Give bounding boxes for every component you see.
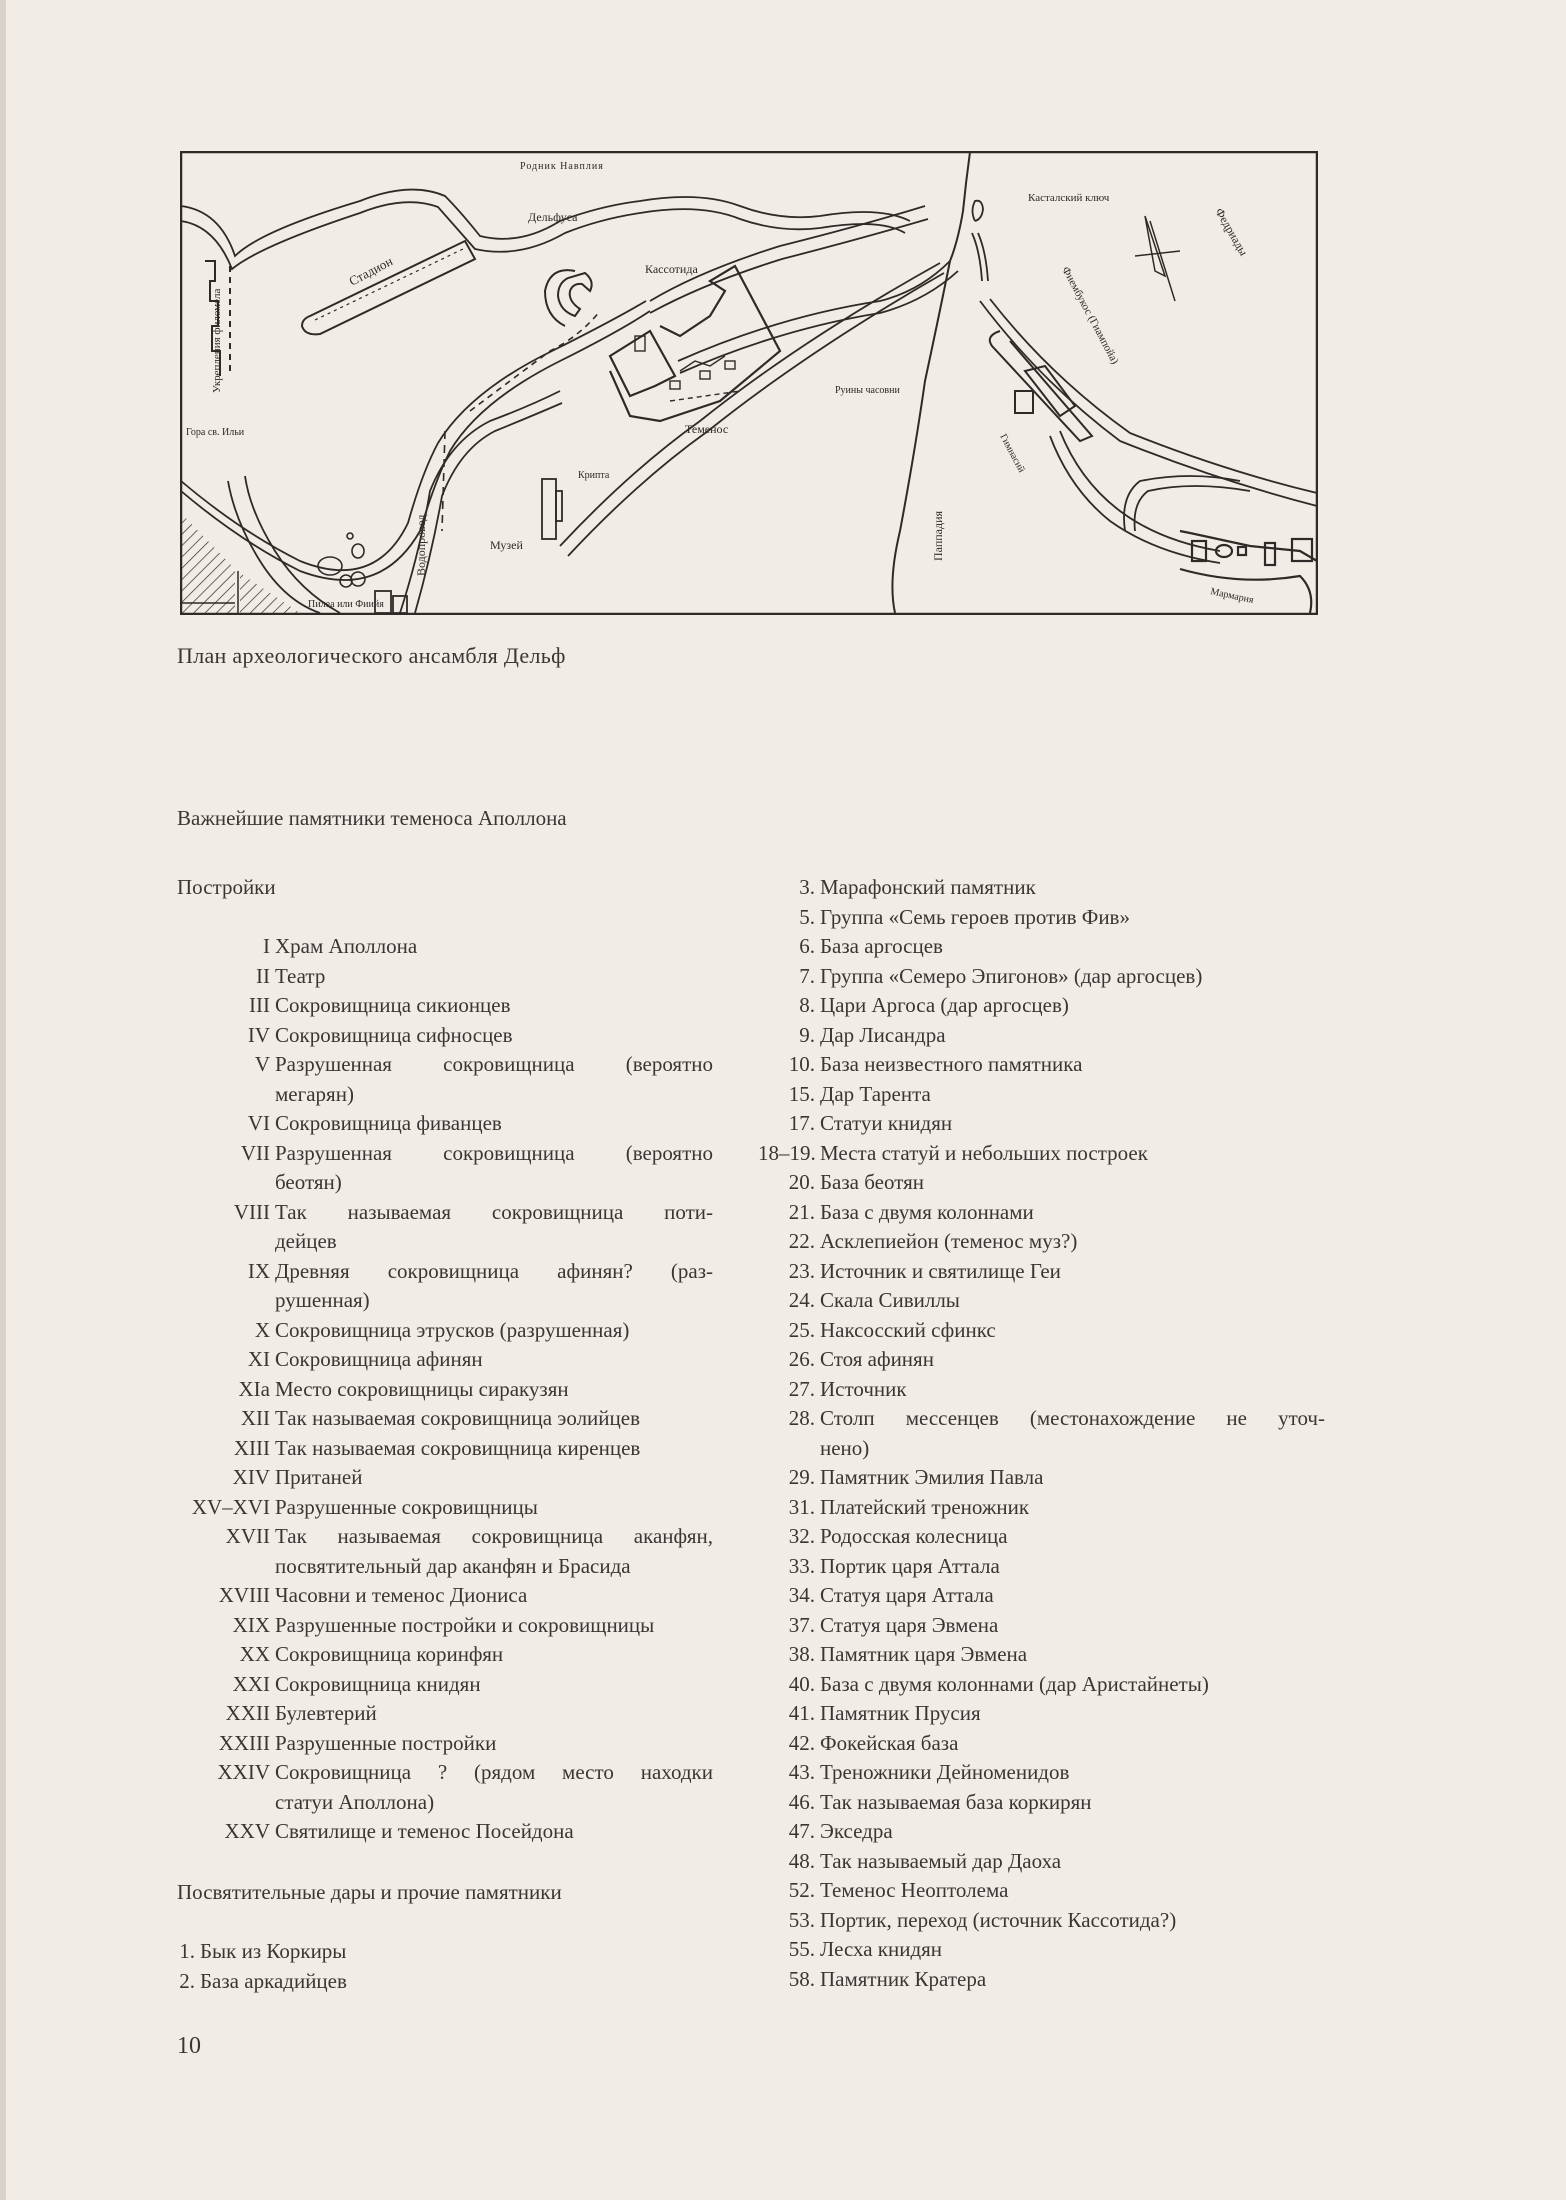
item-text: Теменос Неоптолема: [820, 1878, 1009, 1902]
path-dashed: [470, 311, 600, 411]
label-temenos: Теменос: [685, 422, 729, 436]
item-number: 6.: [799, 934, 815, 958]
list-item: [758, 1463, 1325, 1493]
label-fiembukos: Фиембукос (Гиампойа): [1059, 264, 1121, 367]
list-item: [140, 1522, 713, 1552]
item-text: Разрушенные постройки и сокровищницы: [275, 1612, 655, 1637]
item-text: База с двумя колоннами: [820, 1199, 1034, 1224]
road-north: [181, 190, 910, 269]
item-text: Статуя царя Аттала: [820, 1583, 994, 1607]
list-item: [140, 991, 713, 1021]
item-number: 53.: [788, 1907, 815, 1932]
item-number: 48.: [788, 1848, 815, 1873]
item-number: III: [249, 993, 270, 1017]
list-item: [758, 1817, 1325, 1847]
list-item: [758, 1640, 1325, 1670]
item-number: 24.: [788, 1288, 815, 1312]
list-item: [758, 1375, 1325, 1405]
item-text: База с двумя колоннами (дар Аристайнеты): [820, 1671, 1209, 1696]
item-text: Стоя афинян: [820, 1347, 934, 1371]
list-item: [758, 1257, 1325, 1287]
label-ruiny-chasovni: Руины часовни: [835, 385, 900, 396]
list-item: [758, 1552, 1325, 1582]
map-caption: План археологического ансамбля Дельф: [177, 643, 566, 668]
list-item: [140, 1050, 713, 1080]
item-number: 31.: [788, 1494, 815, 1519]
list-item: [758, 1670, 1325, 1700]
item-text: Цари Аргоса (дар аргосцев): [820, 993, 1069, 1017]
item-number: 33.: [788, 1553, 815, 1578]
item-number: 21.: [788, 1199, 815, 1224]
item-text: Бык из Коркиры: [200, 1939, 347, 1963]
theatre: [545, 270, 592, 326]
item-number: 47.: [788, 1819, 815, 1843]
item-text: Места статуй и небольших построек: [820, 1140, 1148, 1165]
item-number: 32.: [788, 1524, 815, 1548]
temenos-ruins: [635, 336, 740, 401]
label-muzei: Музей: [490, 538, 523, 552]
list-item: [758, 991, 1325, 1021]
item-number: XIV: [232, 1465, 270, 1489]
item-number: XIII: [233, 1435, 270, 1460]
label-delfusa: Дельфуса: [528, 210, 578, 224]
list-item: [95, 1967, 638, 1997]
museum-building: [542, 479, 562, 539]
list-item: [758, 1847, 1325, 1877]
list-item: [758, 1404, 1325, 1434]
list-item: [140, 1139, 713, 1169]
list-item: [140, 1375, 713, 1405]
item-number: 10.: [788, 1052, 815, 1076]
label-marmaria: Мармария: [1209, 586, 1255, 607]
list-item: [140, 1463, 713, 1493]
item-text: Разрушенные сокровищницы: [275, 1494, 538, 1519]
item-number: 8.: [799, 993, 815, 1017]
item-number: 7.: [799, 963, 815, 988]
hatched-terrain: [181, 513, 235, 613]
item-text: Скала Сивиллы: [820, 1288, 960, 1312]
item-number: 1.: [179, 1939, 195, 1963]
item-text: Статуи книдян: [820, 1111, 953, 1135]
list-item: [758, 1876, 1325, 1906]
list-item: [758, 1316, 1325, 1346]
item-number: 55.: [788, 1937, 815, 1961]
item-text: Сокровищница книдян: [275, 1671, 481, 1696]
item-number: 58.: [788, 1966, 815, 1991]
list-item: [758, 1906, 1325, 1936]
offerings-heading: Посвятительные дары и прочие памятники: [177, 1880, 562, 1904]
item-number: 43.: [788, 1760, 815, 1784]
list-item: [140, 1434, 713, 1464]
item-text: Экседра: [820, 1819, 893, 1843]
list-item: [95, 1937, 638, 1967]
item-number: 52.: [788, 1878, 815, 1902]
item-text: Так называемая сокровищница киренцев: [275, 1435, 641, 1460]
delphi-site-map: [180, 151, 1318, 615]
list-item: [140, 1198, 713, 1228]
item-text: База неизвестного памятника: [820, 1052, 1083, 1076]
item-number: 3.: [799, 875, 815, 899]
item-text: Разрушенная сокровищница (вероятно: [275, 1052, 713, 1076]
item-number: 2.: [179, 1968, 195, 1993]
item-text: Группа «Семь героев против Фив»: [820, 904, 1130, 929]
item-number: II: [256, 963, 270, 988]
item-text: Фокейская база: [820, 1730, 959, 1755]
list-item: [140, 1581, 713, 1611]
list-item-continuation: посвятительный дар аканфян и Брасида: [275, 1553, 631, 1578]
item-text: Храм Аполлона: [275, 934, 418, 958]
item-text: Сокровищница коринфян: [275, 1642, 504, 1666]
item-text: Памятник Прусия: [820, 1701, 981, 1725]
item-text: Памятник царя Эвмена: [820, 1642, 1028, 1666]
item-number: XVIII: [218, 1583, 270, 1607]
item-number: VII: [240, 1140, 270, 1165]
item-text: Часовни и теменос Диониса: [275, 1583, 528, 1607]
item-number: 22.: [788, 1229, 815, 1253]
item-text: Пританей: [275, 1465, 363, 1489]
item-number: 18–19.: [758, 1140, 816, 1165]
item-text: Асклепиейон (теменос муз?): [820, 1229, 1078, 1253]
item-number: IX: [247, 1258, 270, 1283]
list-item: [140, 1670, 713, 1700]
list-item: [758, 1493, 1325, 1523]
item-number: 38.: [788, 1642, 815, 1666]
item-text: База беотян: [820, 1170, 924, 1194]
item-number: 42.: [788, 1730, 815, 1755]
item-text: Древняя сокровищница афинян? (раз-: [275, 1258, 713, 1283]
list-item: [758, 1198, 1325, 1228]
item-number: 20.: [788, 1170, 815, 1194]
item-text: Театр: [275, 963, 326, 988]
item-number: X: [254, 1317, 270, 1342]
list-item: [140, 1758, 713, 1788]
item-number: XXI: [232, 1671, 270, 1696]
item-number: 26.: [788, 1347, 815, 1371]
item-text: Портик царя Аттала: [820, 1553, 1000, 1578]
item-number: XIa: [238, 1376, 270, 1401]
list-item-continuation: рушенная): [275, 1288, 370, 1312]
label-kripta: Крипта: [578, 470, 610, 481]
item-number: XV–XVI: [191, 1494, 270, 1519]
item-text: Так называемая сокровищница аканфян,: [275, 1524, 713, 1548]
item-number: 37.: [788, 1612, 815, 1637]
item-number: XXV: [224, 1819, 270, 1843]
item-text: Лесха книдян: [820, 1937, 943, 1961]
item-text: Сокровищница ? (рядом место находки: [275, 1760, 713, 1784]
gymnasium: [990, 331, 1092, 441]
item-text: Источник: [820, 1376, 907, 1401]
item-text: База аркадийцев: [200, 1968, 347, 1993]
item-number: XXII: [225, 1701, 270, 1725]
item-text: Платейский треножник: [820, 1494, 1030, 1519]
list-item: [140, 1699, 713, 1729]
item-text: Дар Лисандра: [820, 1022, 946, 1047]
item-text: Сокровищница афинян: [275, 1347, 483, 1371]
offerings-list-right: [758, 873, 1325, 1994]
offerings-list-left: [95, 1937, 638, 1996]
list-item-continuation: дейцев: [275, 1229, 337, 1253]
list-item: [758, 1080, 1325, 1110]
north-arrow-icon: [1135, 216, 1180, 301]
road-museum: [400, 391, 562, 613]
label-rodnik-navplia: Родник Навплия: [520, 161, 604, 172]
list-item: [758, 1109, 1325, 1139]
item-number: 23.: [788, 1258, 815, 1283]
list-item: [140, 1817, 713, 1847]
list-item: [140, 1729, 713, 1759]
item-number: XIX: [232, 1612, 270, 1637]
list-item: [758, 1227, 1325, 1257]
road-east: [560, 206, 958, 556]
page-edge: [0, 0, 6, 2200]
item-text: Группа «Семеро Эпигонов» (дар аргосцев): [820, 963, 1203, 988]
item-text: Памятник Эмилия Павла: [820, 1465, 1044, 1489]
item-number: 40.: [788, 1671, 815, 1696]
item-text: Булевтерий: [275, 1701, 377, 1725]
item-text: Марафонский памятник: [820, 875, 1036, 899]
item-number: VIII: [233, 1199, 270, 1224]
buildings-heading: Постройки: [177, 875, 276, 899]
item-number: 27.: [788, 1376, 815, 1401]
list-item: [140, 1493, 713, 1523]
item-text: База аргосцев: [820, 934, 943, 958]
item-text: Треножники Дейноменидов: [820, 1760, 1070, 1784]
list-item: [758, 903, 1325, 933]
item-text: Наксосский сфинкс: [820, 1317, 996, 1342]
item-number: 17.: [788, 1111, 815, 1135]
item-number: 46.: [788, 1789, 815, 1814]
list-item: [140, 962, 713, 992]
list-item-continuation: нено): [820, 1435, 870, 1460]
label-pilea: Пилеа или Фиийя: [308, 599, 384, 610]
item-text: Так называемый дар Даоха: [820, 1848, 1062, 1873]
list-item: [758, 1021, 1325, 1051]
item-number: XX: [239, 1642, 270, 1666]
list-item: [140, 1640, 713, 1670]
label-vodoprovod: Водопровод: [414, 514, 428, 576]
item-number: 41.: [788, 1701, 815, 1725]
item-number: 29.: [788, 1465, 815, 1489]
buildings-list: [140, 932, 713, 1847]
label-ukrepleniya: Укрепления филомела: [211, 288, 223, 393]
item-number: XI: [247, 1347, 270, 1371]
list-item: [758, 1139, 1325, 1169]
item-number: 9.: [799, 1022, 815, 1047]
list-item: [758, 1522, 1325, 1552]
item-text: Сокровищница сифносцев: [275, 1022, 513, 1047]
item-number: XVII: [225, 1524, 270, 1548]
list-item: [758, 1758, 1325, 1788]
list-item: [140, 1345, 713, 1375]
list-item: [140, 1316, 713, 1346]
label-gimnasii: Гимнасий: [997, 432, 1027, 475]
list-item: [140, 1109, 713, 1139]
list-item: [758, 1611, 1325, 1641]
item-number: VI: [247, 1111, 270, 1135]
item-number: IV: [247, 1022, 270, 1047]
road-marmaria: [980, 299, 1317, 563]
item-number: 25.: [788, 1317, 815, 1342]
item-text: Портик, переход (источник Кассотида?): [820, 1907, 1177, 1932]
item-text: Так называемая сокровищница эолийцев: [275, 1406, 640, 1430]
label-fedriady: Федриады: [1212, 205, 1251, 259]
item-text: Так называемая сокровищница поти-: [275, 1199, 713, 1224]
list-item: [758, 1345, 1325, 1375]
list-item: [758, 1935, 1325, 1965]
item-text: Столп мессенцев (местонахождение не уточ-: [820, 1406, 1325, 1430]
list-item: [140, 1611, 713, 1641]
list-item: [758, 1699, 1325, 1729]
list-item: [758, 1168, 1325, 1198]
list-item: [758, 1050, 1325, 1080]
label-kassotida: Кассотида: [645, 262, 698, 276]
item-number: XII: [240, 1406, 270, 1430]
item-text: Сокровищница сикионцев: [275, 993, 511, 1017]
list-item-continuation: мегарян): [275, 1081, 354, 1106]
list-item: [140, 932, 713, 962]
list-item: [758, 1729, 1325, 1759]
hatched-terrain-2: [240, 573, 300, 613]
list-item: [758, 1788, 1325, 1818]
label-gora-ilii: Гора св. Ильи: [186, 427, 245, 438]
item-text: Родосская колесница: [820, 1524, 1008, 1548]
list-item: [758, 1581, 1325, 1611]
list-item: [140, 1404, 713, 1434]
list-item: [758, 1965, 1325, 1995]
page-number: 10: [177, 2033, 201, 2059]
item-text: Источник и святилище Геи: [820, 1258, 1061, 1283]
road-kastalia: [972, 201, 988, 281]
list-item: [758, 962, 1325, 992]
item-number: XXIII: [218, 1730, 270, 1755]
item-number: 28.: [788, 1406, 815, 1430]
item-text: Разрушенная сокровищница (вероятно: [275, 1140, 713, 1165]
item-text: Памятник Кратера: [820, 1966, 987, 1991]
list-item: [140, 1021, 713, 1051]
list-item-continuation: беотян): [275, 1170, 342, 1194]
label-stadion: Стадион: [346, 253, 396, 289]
label-kastalsky-klyuch: Касталский ключ: [1028, 192, 1110, 204]
item-number: I: [263, 934, 270, 958]
item-number: 15.: [788, 1081, 815, 1106]
list-item: [758, 932, 1325, 962]
item-text: Место сокровищницы сиракузян: [275, 1376, 569, 1401]
list-item: [758, 1286, 1325, 1316]
item-text: Сокровищница фиванцев: [275, 1111, 502, 1135]
list-item: [140, 1257, 713, 1287]
item-number: V: [254, 1052, 270, 1076]
list-item: [758, 873, 1325, 903]
item-text: Так называемая база коркирян: [820, 1789, 1092, 1814]
label-papadia: Паппадия: [931, 510, 945, 561]
item-text: Статуя царя Эвмена: [820, 1612, 999, 1637]
item-text: Святилище и теменос Посейдона: [275, 1819, 574, 1843]
item-text: Сокровищница этрусков (разрушенная): [275, 1317, 630, 1342]
item-text: Разрушенные постройки: [275, 1730, 497, 1755]
item-text: Дар Тарента: [820, 1081, 931, 1106]
section-title: Важнейшие памятники теменоса Аполлона: [177, 806, 567, 830]
item-number: 5.: [799, 904, 815, 929]
list-item-continuation: статуи Аполлона): [275, 1789, 435, 1814]
item-number: XXIV: [217, 1760, 270, 1784]
item-number: 34.: [788, 1583, 815, 1607]
